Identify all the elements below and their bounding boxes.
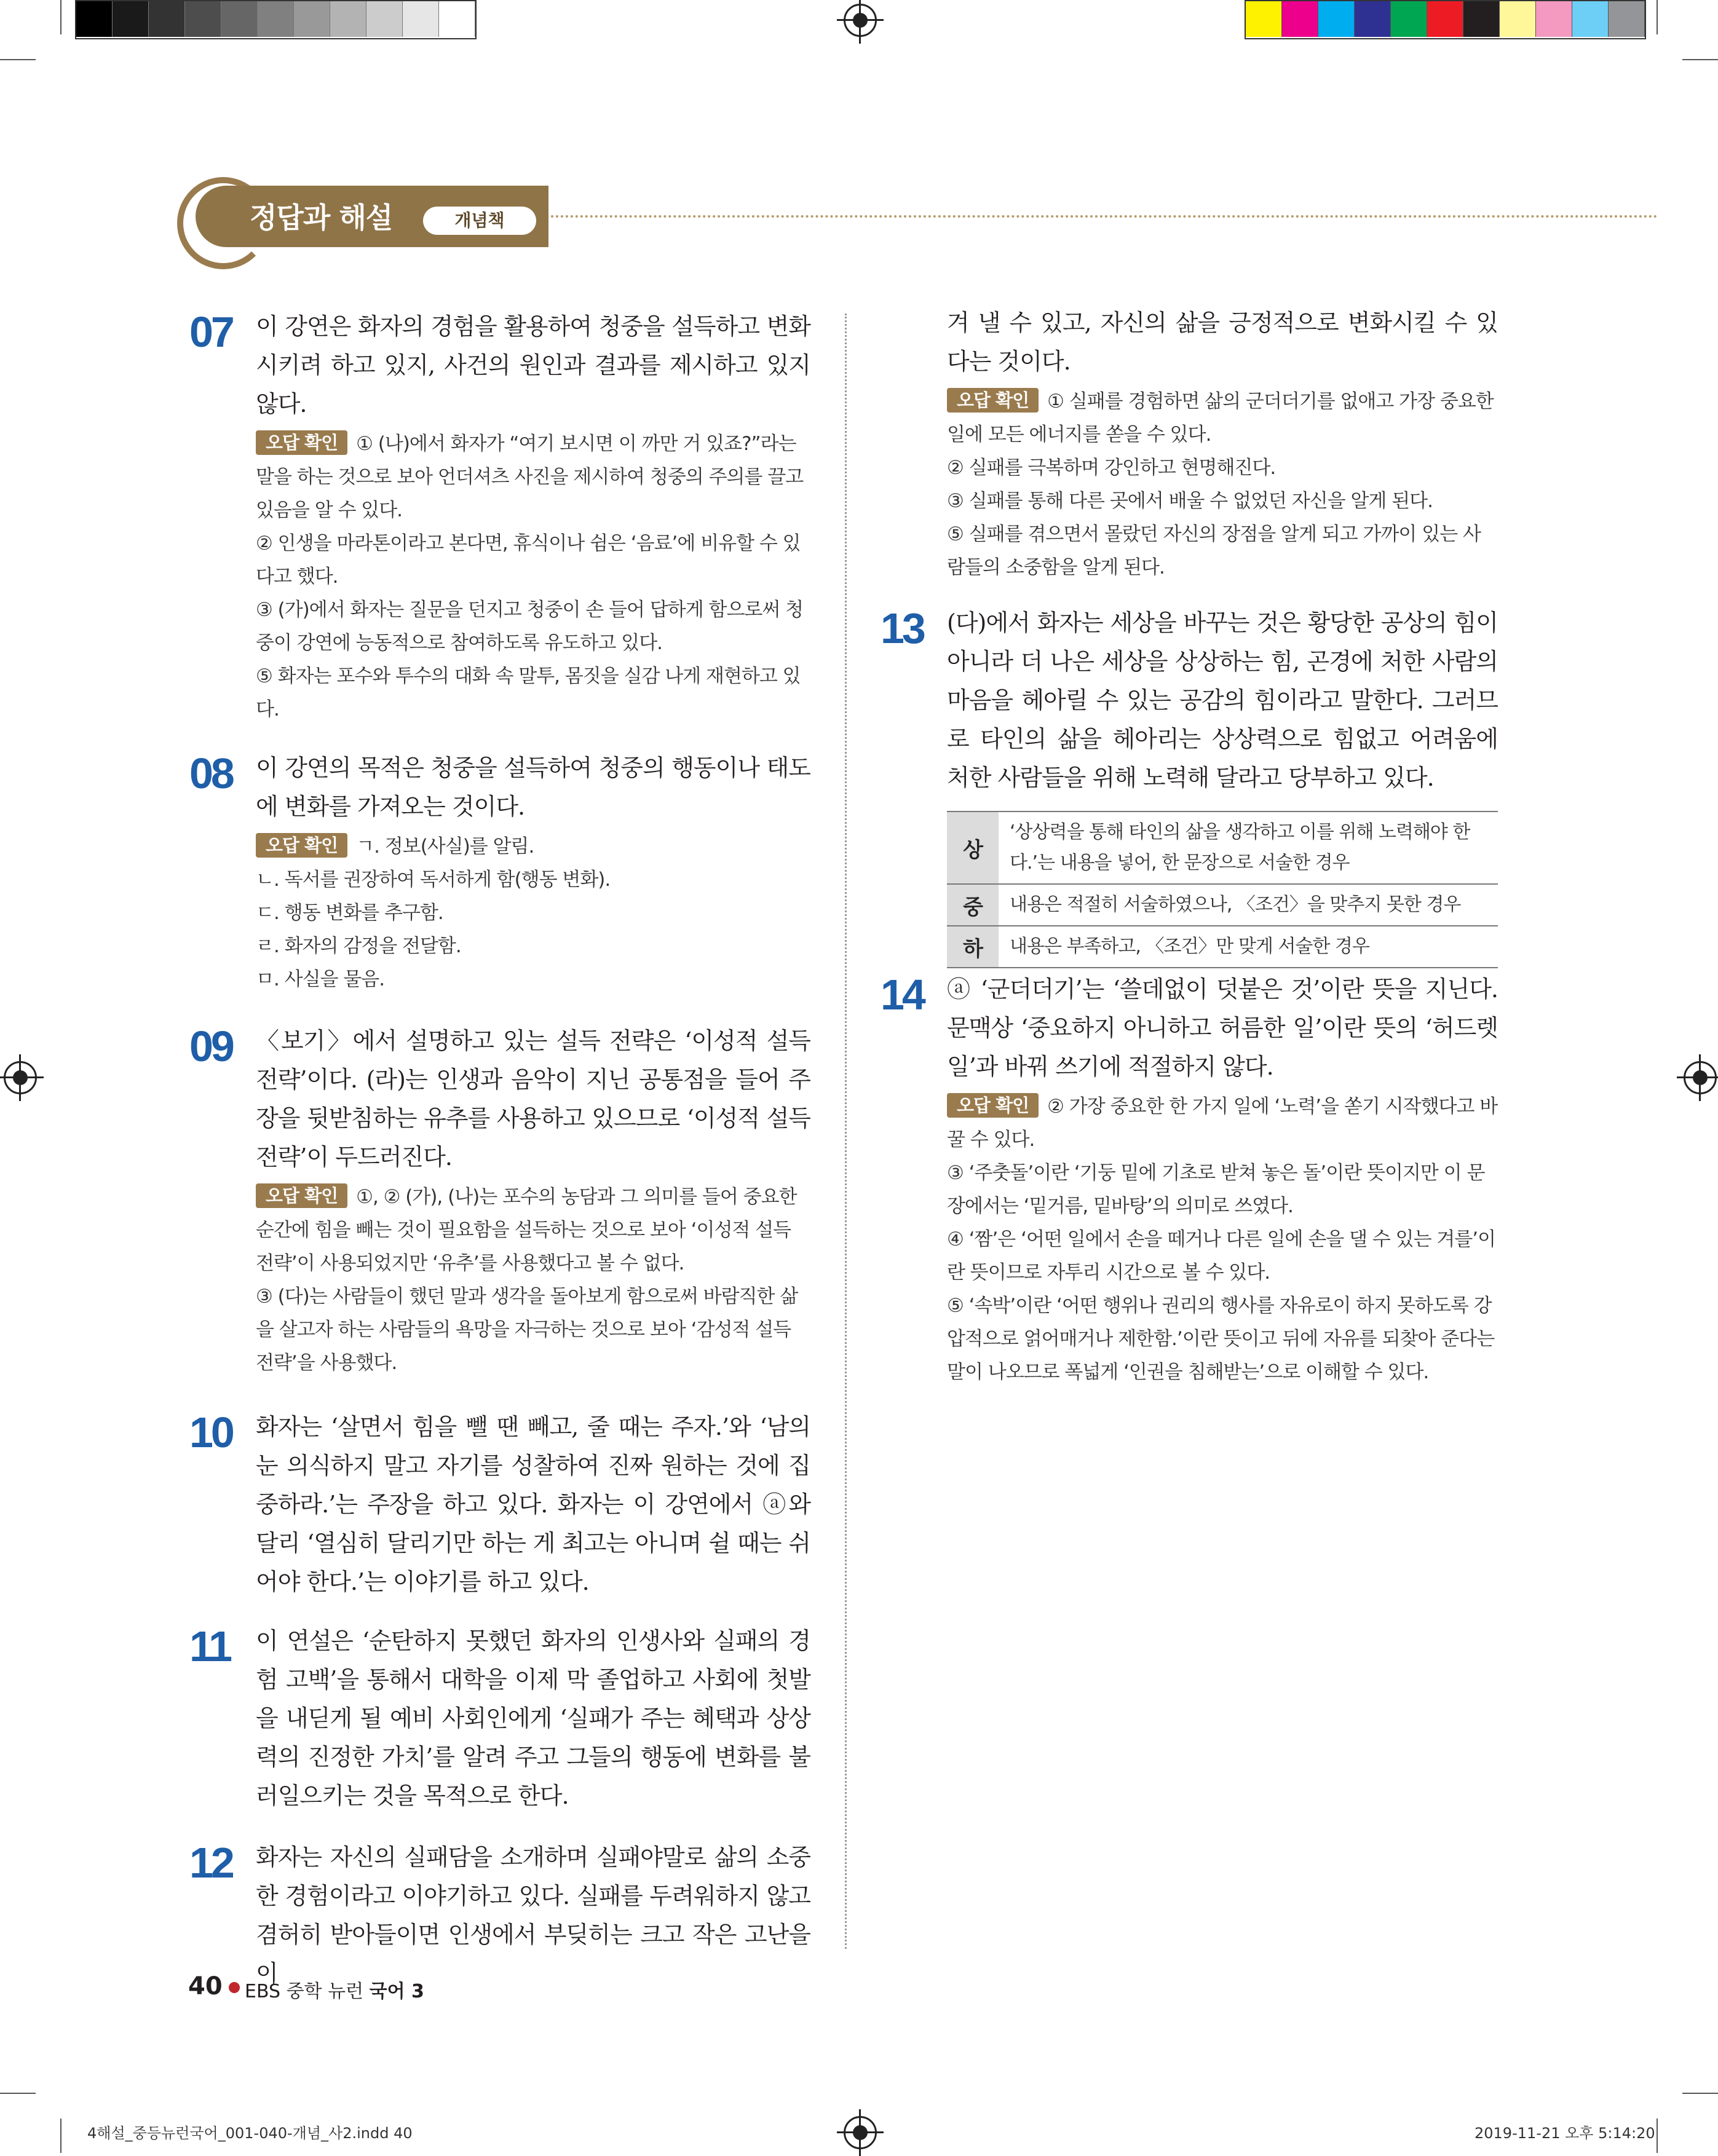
scoring-rubric [947,811,1498,968]
note-line: ㅁ. 사실을 물음. [256,968,385,990]
book-title [245,1976,424,2003]
rubric-row [947,926,1498,968]
note-line: ③ 실패를 통해 다른 곳에서 배울 수 없었던 자신을 알게 된다. [947,490,1433,512]
crop-mark [1682,2093,1718,2094]
answer-text: ⓐ ‘군더더기’는 ‘쓸데없이 덧붙은 것’이란 뜻을 지닌다. 문맥상 ‘중요하지 아니하고 허름한 일’이란 뜻의 ‘허드렛일’과 바꿔 쓰기에 적절하지 않다. [947,976,1498,1080]
grayscale-bar [75,0,477,39]
rubric-criteria: 내용은 부족하고, 〈조건〉만 맞게 서술한 경우 [1010,936,1369,957]
wrong-answer-tag: 오답 확인 [256,833,347,858]
answer-14 [881,970,1498,1389]
color-swatch [1463,1,1500,37]
color-bar [1245,0,1646,39]
rubric-row [947,884,1498,926]
color-swatch [1536,1,1572,37]
note-line: ㄹ. 화자의 감정을 전달함. [256,935,461,957]
note-line: ①, ② (가), (나)는 포수의 농담과 그 의미를 들어 중요한 순간에 힘을 빼는 것이 필요함을 설득하는 것으로 보아 ‘이성적 설득 전략’이 사용되었지만 ‘유추’를 사용했다고 볼 수 없다. [256,1186,797,1274]
answer-text: 이 연설은 ‘순탄하지 못했던 화자의 인생사와 실패의 경험 고백’을 통해서 대학을 이제 막 졸업하고 사회에 첫발을 내딛게 될 예비 사회인에게 ‘실패가 주는 혜택과 상상력의 진정한 가치’를 알려 주고 그들의 행동에 변화를 불러일으키는 것을 목적으로 한다. [256,1627,810,1809]
question-number: 12 [189,1839,232,1887]
registration-mark-icon [4,1061,37,1094]
note-line: ③ (가)에서 화자는 질문을 던지고 청중이 손 들어 답하게 함으로써 청중이 강연에 능동적으로 참여하도록 유도하고 있다. [256,599,804,654]
registration-mark-icon [1684,1061,1717,1094]
note-line: ① (나)에서 화자가 “여기 보시면 이 까만 거 있죠?”라는 말을 하는 것으로 보아 언더셔츠 사진을 제시하여 청중의 주의를 끌고 있음을 알 수 있다. [256,433,804,521]
page-number: 40 [188,1972,223,2000]
color-swatch [1246,1,1282,37]
note-line: ② 가장 중요한 한 가지 일에 ‘노력’을 쏟기 시작했다고 바꿀 수 있다. [947,1096,1498,1151]
answer-text: 화자는 ‘살면서 힘을 뺄 땐 빼고, 줄 때는 주자.’와 ‘남의 눈 의식하지 말고 자기를 성찰하여 진짜 원하는 것에 집중하라.’는 주장을 하고 있다. 화자는 이 강연에서 ⓐ와 달리 ‘열심히 달리기만 하는 게 최고는 아니며 쉴 때는 쉬어야 한다.’는 이야기를 하고 있다. [256,1413,810,1595]
color-swatch [1355,1,1391,37]
gray-swatch [185,1,221,37]
question-number: 14 [881,971,924,1019]
question-number: 10 [189,1408,232,1456]
rubric-criteria: 내용은 적절히 서술하였으나, 〈조건〉을 맞추지 못한 경우 [1010,894,1461,915]
wrong-answer-notes [947,1090,1498,1389]
color-swatch [1318,1,1355,37]
gray-swatch [366,1,403,37]
rubric-row [947,811,1498,884]
print-slug-timestamp: 2019-11-21 오후 5:14:20 [1475,2125,1655,2142]
registration-mark-icon [844,2116,877,2149]
answer-08 [189,749,810,996]
bullet-dot-icon [229,1982,240,1993]
question-number: 07 [189,308,232,356]
wrong-answer-tag: 오답 확인 [256,430,347,455]
question-number: 08 [189,749,232,797]
note-line: ③ (다)는 사람들이 했던 말과 생각을 돌아보게 함으로써 바람직한 삶을 살고자 하는 사람들의 욕망을 자극하는 것으로 보아 ‘감성적 설득 전략’을 사용했다. [256,1285,798,1374]
wrong-answer-notes [256,1180,810,1380]
note-line: ㄷ. 행동 변화를 추구함. [256,902,443,924]
rubric-criteria: ‘상상력을 통해 타인의 삶을 생각하고 이를 위해 노력해야 한다.’는 내용을 넣어, 한 문장으로 서술한 경우 [1010,821,1470,874]
book-series: EBS 중학 뉴런 [245,1981,370,2002]
answer-09 [189,1022,810,1380]
rubric-level: 상 [947,811,999,884]
answer-text: 〈보기〉에서 설명하고 있는 설득 전략은 ‘이성적 설득 전략’이다. (라)는 인생과 음악이 지닌 공통점을 들어 주장을 뒷받침하는 유추를 사용하고 있으므로 ‘이성적 설득 전략’이 두드러진다. [256,1027,810,1171]
answer-text: (다)에서 화자는 세상을 바꾸는 것은 황당한 공상의 힘이 아니라 더 나은 세상을 상상하는 힘, 곤경에 처한 사람의 마음을 헤아릴 수 있는 공감의 힘이라고 말한다. 그러므로 타인의 삶을 헤아리는 상상력으로 힘없고 어려움에 처한 사람들을 위해 노력해 달라고 당부하고 있다. [947,609,1498,791]
crop-mark [1682,59,1718,60]
wrong-answer-notes [256,427,810,726]
color-swatch [1572,1,1609,37]
note-line: ⑤ 화자는 포수와 투수의 대화 속 말투, 몸짓을 실감 나게 재현하고 있다. [256,665,801,721]
note-line: ⑤ 실패를 겪으면서 몰랐던 자신의 장점을 알게 되고 가까이 있는 사람들의 소중함을 알게 된다. [947,523,1481,578]
crop-mark [0,59,36,60]
gray-swatch [76,1,113,37]
note-line: ① 실패를 경험하면 삶의 군더더기를 없애고 가장 중요한 일에 모든 에너지를 쏟을 수 있다. [947,390,1494,446]
note-line: ④ ‘짬’은 ‘어떤 일에서 손을 떼거나 다른 일에 손을 댈 수 있는 겨를’이란 뜻이므로 자투리 시간으로 볼 수 있다. [947,1228,1496,1284]
gray-swatch [439,1,475,37]
note-line: ㄱ. 정보(사실)를 알림. [356,835,534,858]
question-number: 11 [189,1622,230,1670]
color-swatch [1427,1,1463,37]
answer-text: 이 강연의 목적은 청중을 설득하여 청중의 행동이나 태도에 변화를 가져오는 것이다. [256,754,810,820]
crop-mark [60,2118,61,2153]
answer-07 [189,307,810,726]
note-line: ③ ‘주춧돌’이란 ‘기둥 밑에 기초로 받쳐 놓은 돌’이란 뜻이지만 이 문장에서는 ‘밑거름, 밑바탕’의 의미로 쓰였다. [947,1162,1485,1217]
crop-mark [1657,0,1658,34]
answer-10 [189,1408,810,1601]
answer-text: 화자는 자신의 실패담을 소개하며 실패야말로 삶의 소중한 경험이라고 이야기하고 있다. 실패를 두려워하지 않고 겸허히 받아들이면 인생에서 부딪히는 크고 작은 고난을 이 [256,1844,810,1987]
answer-12 [189,1838,810,1993]
question-number: 13 [881,604,924,652]
gray-swatch [403,1,439,37]
gray-swatch [221,1,258,37]
page-title: 정답과 해설 [250,201,393,234]
answer-12-continued [881,304,1498,584]
answer-text: 이 강연은 화자의 경험을 활용하여 청중을 설득하고 변화시키려 하고 있지, 사건의 원인과 결과를 제시하고 있지 않다. [256,313,810,417]
header-rule [551,215,1658,218]
rubric-level: 하 [947,926,999,968]
book-subject: 국어 3 [369,1981,424,2002]
crop-mark [0,2093,36,2094]
wrong-answer-notes [947,385,1498,584]
note-line: ② 인생을 마라톤이라고 본다면, 휴식이나 쉼은 ‘음료’에 비유할 수 있다고 했다. [256,532,801,588]
wrong-answer-tag: 오답 확인 [947,1093,1039,1118]
registration-mark-icon [844,4,877,37]
answer-13 [881,604,1498,968]
wrong-answer-tag: 오답 확인 [947,388,1039,413]
crop-mark [60,0,61,34]
note-line: ⑤ ‘속박’이란 ‘어떤 행위나 권리의 행사를 자유로이 하지 못하도록 강압적으로 얽어매거나 제한함.’이란 뜻이고 뒤에 자유를 되찾아 준다는 말이 나오므로 폭넓게 ‘인권을 침해받는’으로 이해할 수 있다. [947,1295,1495,1383]
gray-swatch [330,1,366,37]
gray-swatch [113,1,149,37]
rubric-level: 중 [947,884,999,926]
color-swatch [1282,1,1318,37]
question-number: 09 [189,1022,232,1070]
gray-swatch [149,1,185,37]
note-line: ㄴ. 독서를 권장하여 독서하게 함(행동 변화). [256,869,611,891]
answer-text: 겨 낼 수 있고, 자신의 삶을 긍정적으로 변화시킬 수 있다는 것이다. [947,309,1498,375]
crop-mark [1657,2118,1658,2153]
header-badge: 개념책 [423,207,536,235]
gray-swatch [258,1,294,37]
color-swatch [1609,1,1645,37]
column-divider [845,314,847,1949]
note-line: ② 실패를 극복하며 강인하고 현명해진다. [947,457,1276,479]
color-swatch [1500,1,1536,37]
color-swatch [1391,1,1427,37]
answer-11 [189,1622,810,1815]
wrong-answer-notes [256,830,810,996]
wrong-answer-tag: 오답 확인 [256,1183,347,1208]
gray-swatch [294,1,330,37]
print-slug-file: 4해설_중등뉴런국어_001-040-개념_사2.indd 40 [87,2125,413,2142]
